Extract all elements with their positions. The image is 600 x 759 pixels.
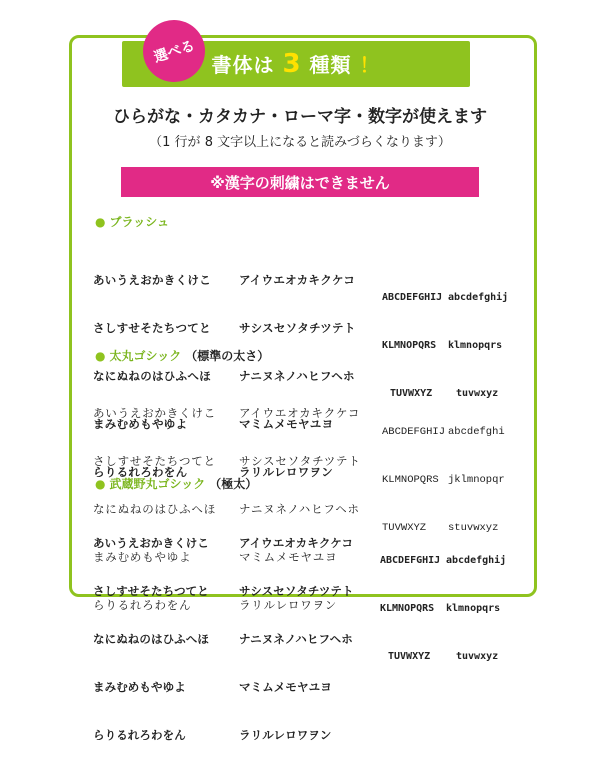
sample-line: TUVWXYZ <box>382 522 427 534</box>
sample-line: らりるれろわをん <box>93 728 186 742</box>
sample-line: ABCDEFGHIJ <box>380 555 441 566</box>
sample-line: tuvwxyz <box>456 388 499 399</box>
sample-line: TUVWXYZ <box>388 651 431 662</box>
sample-line: サシスセソタチツテト <box>239 584 354 598</box>
bullet-icon: ● <box>95 215 106 229</box>
sample-line: ABCDEFGHIJ <box>382 292 443 303</box>
sample-line: あいうえおかきくけこ <box>93 408 216 420</box>
sample-line: まみむめもやゆよ <box>93 552 192 564</box>
headline: ひらがな・カタカナ・ローマ字・数字が使えます <box>113 107 487 127</box>
sample-line: さしすせそたちつてと <box>93 456 216 468</box>
sample-line: ナニヌネノハヒフヘホ <box>239 632 353 646</box>
sample-line: なにぬねのはひふへほ <box>93 504 216 516</box>
sample-line: まみむめもやゆよ <box>93 680 186 694</box>
sample-line: さしすせそたちつてと <box>93 584 209 598</box>
sample-line: あいうえおかきくけこ <box>93 273 211 287</box>
sample-line: マミムメモヤユヨ <box>239 417 334 431</box>
sample-line: KLMNOPQRS <box>382 340 437 351</box>
sample-line: マミムメモヤユヨ <box>239 552 338 564</box>
sample-line: ナニヌネノハヒフヘホ <box>239 504 360 516</box>
sample-line: さしすせそたちつてと <box>93 321 211 335</box>
sample-line: アイウエオカキクケコ <box>239 536 354 550</box>
lowercase-sample-musashino <box>446 521 506 681</box>
sample-line: ラリルレロワヲン <box>239 600 338 612</box>
bullet-icon: ● <box>95 477 106 491</box>
sample-line: マミムメモヤユヨ <box>239 680 332 694</box>
sample-line: KLMNOPQRS <box>382 474 439 486</box>
sample-line: abcdefghij <box>448 292 509 303</box>
title-exclamation: ！ <box>359 53 381 77</box>
sample-line: ラリルレロワヲン <box>239 465 334 479</box>
title-number: 3 <box>282 49 302 79</box>
title-suffix: 種類 <box>309 53 352 77</box>
font-section-title-maru-gothic: ● 太丸ゴシック （標準の太さ） <box>95 349 270 363</box>
sample-line: jklmnopqr <box>448 474 505 486</box>
sample-line: abcdefghij <box>446 555 507 566</box>
sample-line: KLMNOPQRS <box>380 603 435 614</box>
subline: （1 行が 8 文字以上になると読みづらくなります） <box>149 135 451 150</box>
sample-line: サシスセソタチツテト <box>239 456 361 468</box>
font-section-title-musashino: ● 武蔵野丸ゴシック （極太） <box>95 477 258 491</box>
sample-line: TUVWXYZ <box>390 388 433 399</box>
sample-line: ラリルレロワヲン <box>239 728 332 742</box>
bullet-icon: ● <box>95 349 106 363</box>
sample-line: らりるれろわをん <box>93 600 192 612</box>
sample-line: stuvwxyz <box>448 522 499 534</box>
sample-line: サシスセソタチツテト <box>239 321 356 335</box>
title-prefix: 書体は <box>211 53 275 77</box>
sample-line: なにぬねのはひふへほ <box>93 632 209 646</box>
sample-line: アイウエオカキクケコ <box>239 273 356 287</box>
uppercase-sample-musashino <box>380 521 440 681</box>
sample-line: tuvwxyz <box>456 651 499 662</box>
sample-line: らりるれろわをん <box>93 465 188 479</box>
sample-line: なにぬねのはひふへほ <box>93 369 211 383</box>
font-section-title-brush: ● ブラッシュ <box>95 215 170 229</box>
sample-line: アイウエオカキクケコ <box>239 408 361 420</box>
sample-line: abcdefghi <box>448 426 505 438</box>
sample-line: klmnopqrs <box>448 340 503 351</box>
sample-line: klmnopqrs <box>446 603 501 614</box>
sample-line: ABCDEFGHIJ <box>382 426 446 438</box>
sample-line: ナニヌネノハヒフヘホ <box>239 369 355 383</box>
sample-line: あいうえおかきくけこ <box>93 536 209 550</box>
katakana-sample-musashino <box>239 503 354 759</box>
sample-line: まみむめもやゆよ <box>93 417 188 431</box>
selectable-badge: 選べる <box>135 12 213 90</box>
hiragana-sample-musashino <box>93 503 209 759</box>
kanji-notice: ※漢字の刺繍はできません <box>121 167 479 197</box>
